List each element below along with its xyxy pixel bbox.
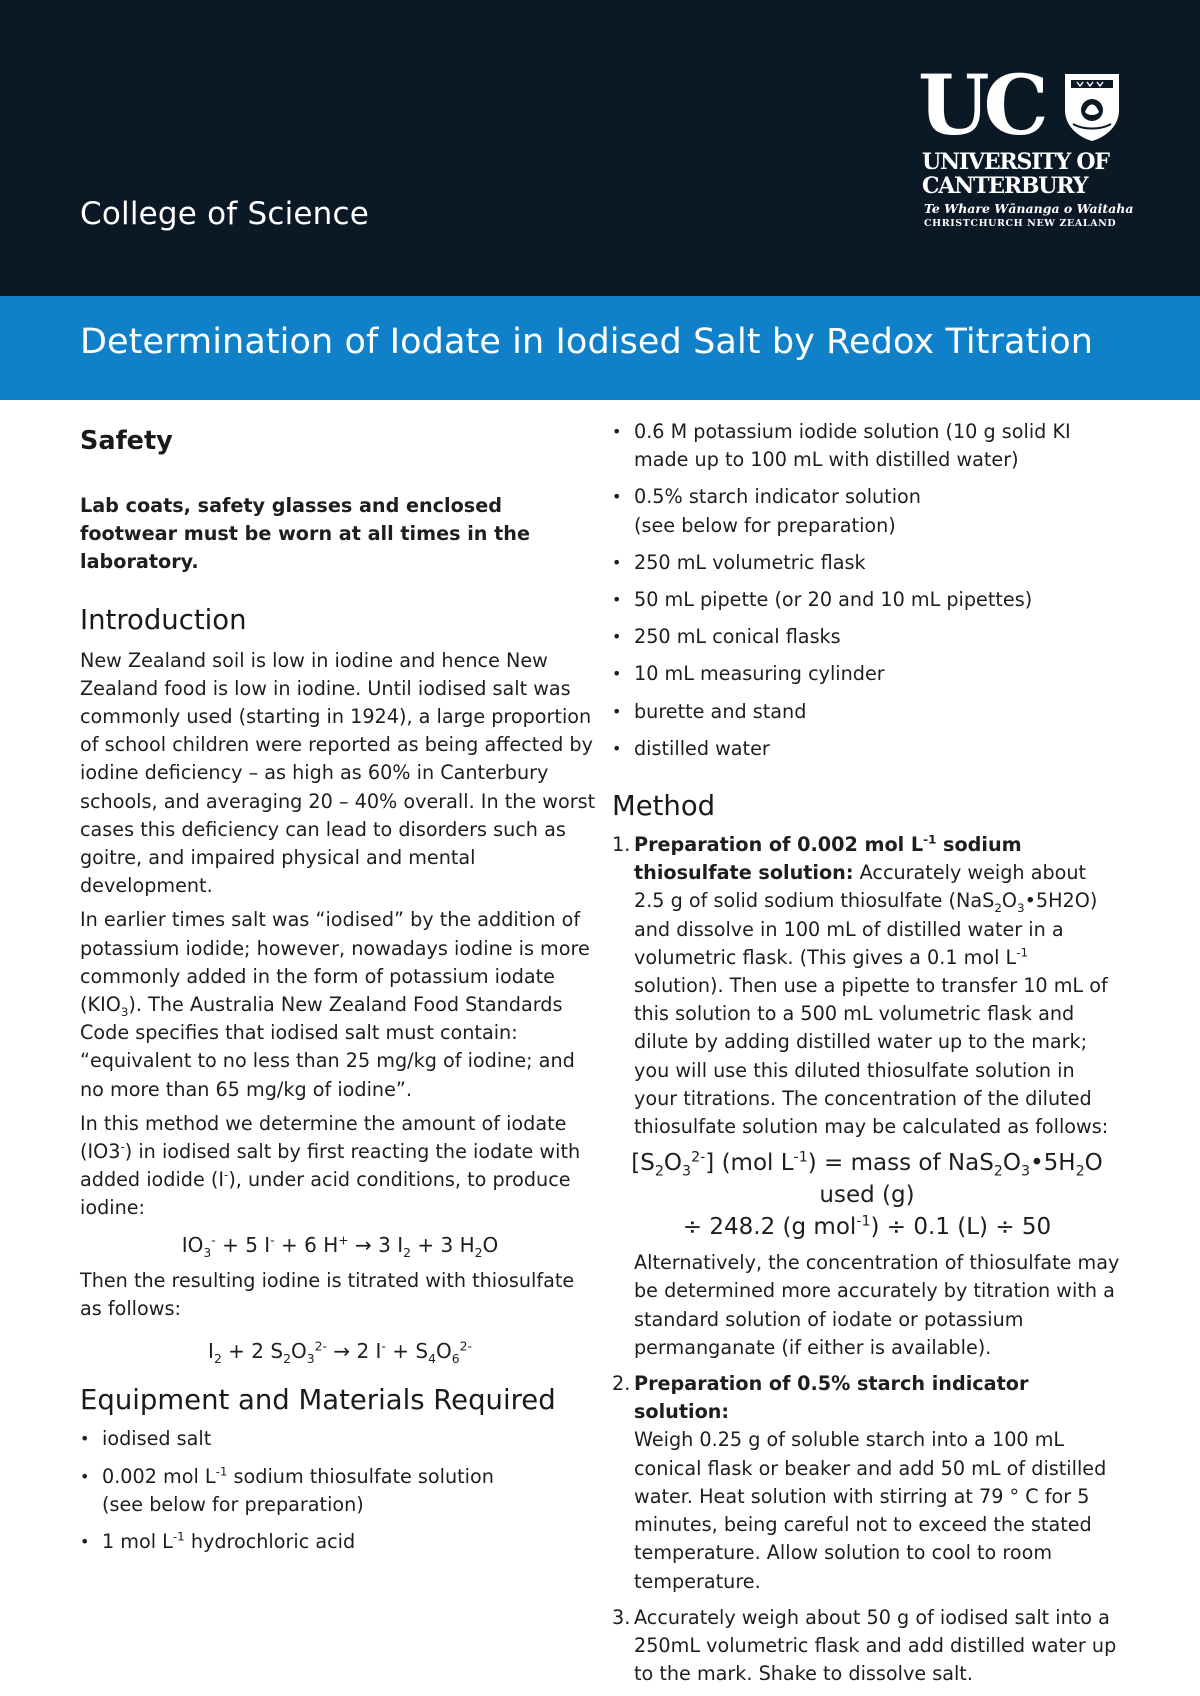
intro-paragraph-3: In this method we determine the amount of iodate (IO3-) in iodised salt by first reacting the iodate with added iodide (I-), under acid conditions, to produce iodine: — [80, 1111, 581, 1220]
intro-paragraph-1: New Zealand soil is low in iodine and hence New Zealand food is low in iodine. Until iodised salt was commonly used (starting in 1924), a large proportion of school children were reported as being affected by iodine deficiency – as high as 60% in Canterbury schools, and averaging 20 – 40% overall. In the worst cases this deficiency can lead to disorders such as goitre, and impaired physical and mental development. — [80, 648, 596, 898]
list-item: • 10 mL measuring cylinder — [612, 660, 1122, 688]
list-item: • 250 mL volumetric flask — [612, 549, 1122, 577]
list-item: • 1 mol $L^{-1}$ hydrochloric acid — [80, 1528, 600, 1556]
method-step-2: 2. Preparation of 0.5% starch indicator solution: Weigh 0.25 g of soluble starch into a 100 mL conical flask or beaker and add 50 mL of distilled water. Heat solution with stirring at 79 ° C for 5 minutes, being careful not to exceed the stated temperature. Allow solution to cool to room temperature. — [612, 1372, 1107, 1593]
iodate-reaction-equation: $IO_3^- + 5$ I- + 6 H+ → 3 $I_2 + 3$ $H_2O$ — [181, 1232, 499, 1260]
college-name: College of Science — [80, 196, 370, 232]
safety-text: Lab coats, safety glasses and enclosed footwear must be worn at all times in the laboratory. — [80, 494, 530, 574]
method-heading: Method — [612, 790, 716, 823]
list-item: • iodised salt — [80, 1425, 600, 1453]
list-item: • 0.5% starch indicator solution (see below for preparation) — [612, 483, 1122, 539]
method-step-1: 1. Preparation of 0.002 mol $L^{-1}$ sodium thiosulfate solution: Accurately weigh about 2.5 g of solid sodium thiosulfate $(NaS_2O_3•5H2O)$ and dissolve in 100 mL of distilled water in a volumetric flask. (This gives a 0.1 mol $L^{-1}$ solution). Then use a pipette to transfer 10 mL of this solution to a 500 mL volumetric flask and dilute by adding distilled water up to the mark; you will use this diluted thiosulfate solution in your titrations. The concentration of the diluted thiosulfate solution may be calculated as follows: $[S_2O_3^{2-}]$ (mol $L^{-1}$) = mass of $NaS_2O_3•5H_2O$ used (g) ÷ 248.2 (g mol$^{-1}$) ÷ 0.1 (L) ÷ 50 Alternatively, the concentration of thiosulfate may be determined more accurately by titration with a standard solution of iodate or potassium permanganate (if either is available). — [612, 831, 1122, 1362]
equipment-list-left — [80, 1425, 600, 1556]
safety-heading: Safety — [80, 426, 173, 456]
list-item: • distilled water — [612, 735, 1122, 763]
university-logo — [918, 58, 1134, 232]
list-item: • 50 mL pipette (or 20 and 10 mL pipettes) — [612, 586, 1122, 614]
logo-city: CHRISTCHURCH NEW ZEALAND — [924, 218, 1117, 229]
list-item: • 250 mL conical flasks — [612, 623, 1122, 651]
intro-paragraph-2: In earlier times salt was “iodised” by the addition of potassium iodide; however, nowadays iodine is more commonly added in the form of potassium iodate $(KIO_3)$. The Australia New Zealand Food Standards Code specifies that iodised salt must contain: “equivalent to no less than 25 mg/kg of iodine; and no more than 65 mg/kg of iodine”. — [80, 908, 590, 1101]
logo-line-2: CANTERBURY — [922, 173, 1088, 199]
equipment-heading: Equipment and Materials Required — [80, 1384, 556, 1417]
method-step-3: 3. Accurately weigh about 50 g of iodised salt into a 250mL volumetric flask and add distilled water up to the mark. Shake to dissolve salt. — [612, 1605, 1117, 1686]
logo-letters: UC — [918, 58, 1043, 154]
list-item: • 0.002 mol $L^{-1}$ sodium thiosulfate solution (see below for preparation) — [80, 1463, 600, 1519]
list-item: • burette and stand — [612, 698, 1122, 726]
list-item: • 0.6 M potassium iodide solution (10 g solid KI made up to 100 mL with distilled water) — [612, 418, 1122, 474]
logo-maori-name: Te Whare Wānanga o Waitaha — [924, 201, 1134, 216]
equipment-list-right — [612, 418, 1122, 763]
method-step-1-alternative: Alternatively, the concentration of thiosulfate may be determined more accurately by titration with a standard solution of iodate or potassium permanganate (if either is available). — [634, 1251, 1120, 1359]
header-banner — [0, 0, 1200, 296]
right-column — [612, 418, 1122, 1696]
crest-icon — [1063, 72, 1121, 142]
left-column — [80, 418, 600, 1565]
concentration-formula: $[S_2O_3^{2-}]$ (mol $L^{-1}$) = mass of $NaS_2O_3•5H_2O$ used (g) ÷ 248.2 (g mol$^{-1}$) ÷ 0.1 (L) ÷ 50 — [631, 1149, 1103, 1241]
logo-line-1: UNIVERSITY OF — [922, 149, 1109, 175]
document-title: Determination of Iodate in Iodised Salt by Redox Titration — [80, 322, 1093, 362]
method-steps — [612, 831, 1122, 1688]
thiosulfate-reaction-equation: $I_2 + 2$ $S_2O_3^{2-} \to 2$ $I^- + S_4O_6^{2-}$ — [208, 1338, 472, 1367]
intro-paragraph-4: Then the resulting iodine is titrated with thiosulfate as follows: — [80, 1268, 575, 1321]
introduction-heading: Introduction — [80, 603, 247, 636]
